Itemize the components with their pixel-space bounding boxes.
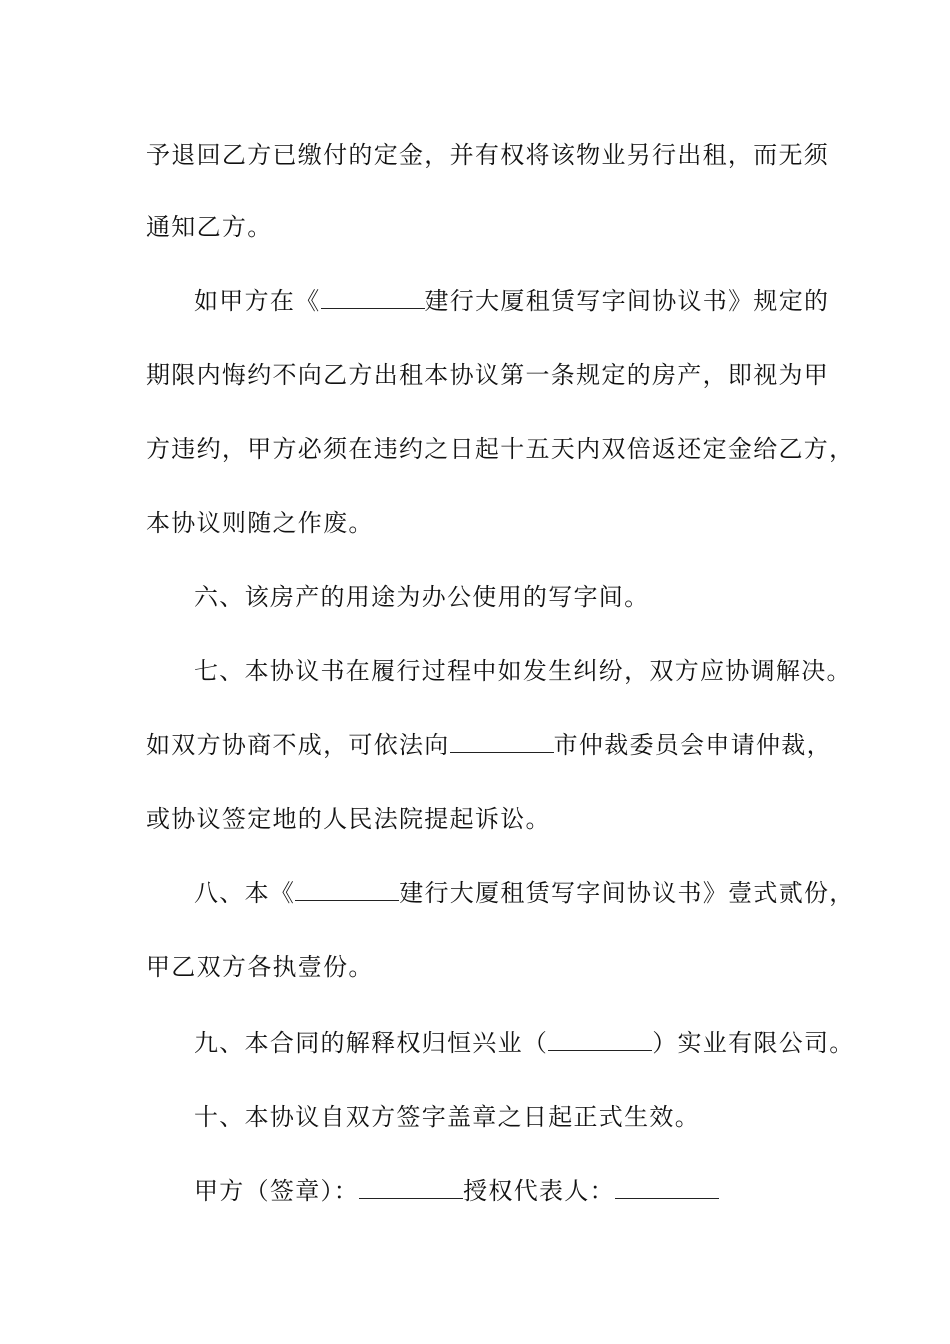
authorized-rep-blank [615, 1176, 719, 1199]
authorized-rep-label: 授权代表人： [463, 1177, 615, 1205]
party-a-label: 甲方（签章）： [194, 1177, 360, 1205]
party-a-signature-blank [359, 1176, 463, 1199]
line-text: 九、本合同的解释权归恒兴业（ [194, 1029, 549, 1057]
line-text: 十、本协议自双方签字盖章之日起正式生效。 [194, 1103, 700, 1131]
fill-in-blank [295, 878, 399, 901]
line-text: 通知乙方。 [146, 213, 273, 241]
line-text: 八、本《 [194, 879, 296, 907]
line-text: 或协议签定地的人民法院提起诉讼。 [146, 805, 551, 833]
line-text: 建行大厦租赁写字间协议书》壹式贰份， [399, 879, 855, 907]
paragraph-line [146, 730, 832, 760]
line-text: 七、本协议书在履行过程中如发生纠纷，双方应协调解决。 [194, 657, 852, 685]
paragraph-line [194, 878, 855, 908]
line-text: 如甲方在《 [194, 287, 321, 315]
signature-line [194, 1176, 826, 1206]
paragraph-line [146, 952, 826, 982]
paragraph-line [146, 360, 830, 390]
paragraph-line [194, 286, 830, 316]
line-text: 方违约，甲方必须在违约之日起十五天内双倍返还定金给乙方， [146, 435, 855, 463]
fill-in-blank [548, 1028, 652, 1051]
paragraph-line [194, 1028, 855, 1058]
line-text: 甲乙双方各执壹份。 [146, 953, 374, 981]
fill-in-blank [450, 730, 554, 753]
paragraph-line [146, 434, 855, 464]
line-text: 建行大厦租赁写字间协议书》规定的 [424, 287, 830, 315]
line-text: 如双方协商不成，可依法向 [146, 731, 450, 759]
line-text: 六、该房产的用途为办公使用的写字间。 [194, 583, 650, 611]
line-text: 本协议则随之作废。 [146, 509, 374, 537]
line-text: 期限内悔约不向乙方出租本协议第一条规定的房产，即视为甲 [146, 361, 830, 389]
paragraph-line [146, 140, 830, 170]
line-text: 予退回乙方已缴付的定金，并有权将该物业另行出租，而无须 [146, 141, 830, 169]
paragraph-line [194, 656, 852, 686]
paragraph-line [146, 212, 826, 242]
fill-in-blank [321, 286, 425, 309]
paragraph-line [194, 582, 826, 612]
line-text: ）实业有限公司。 [652, 1029, 855, 1057]
paragraph-line [146, 508, 826, 538]
line-text: 市仲裁委员会申请仲裁， [553, 731, 832, 759]
paragraph-line [194, 1102, 826, 1132]
paragraph-line [146, 804, 826, 834]
